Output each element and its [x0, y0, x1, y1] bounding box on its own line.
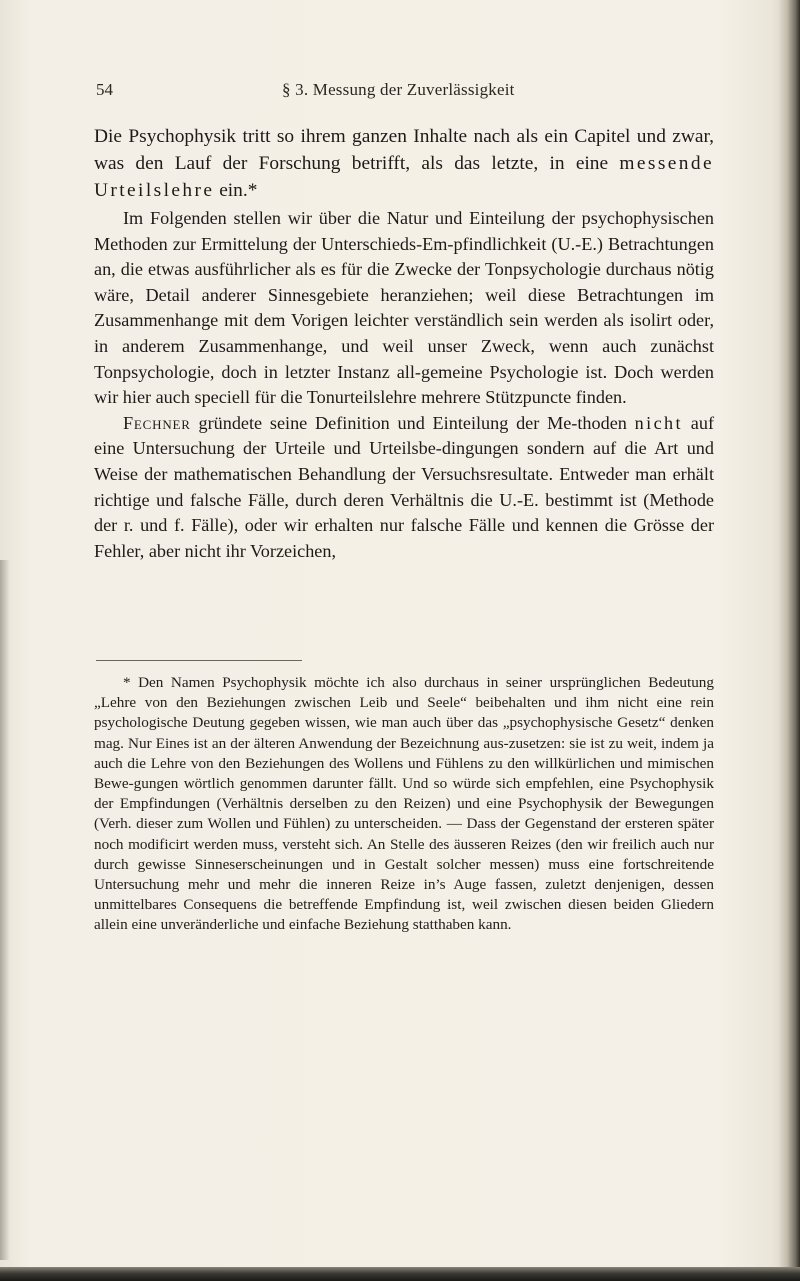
page-number: 54 — [96, 80, 113, 99]
emphasis-nicht: nicht — [634, 412, 684, 433]
author-name-fechner: Fechner — [123, 412, 191, 433]
page-edge-shadow — [778, 0, 800, 1281]
paragraph-1-text: Die Psychophysik tritt so ihrem ganzen Inhalte nach als ein Capitel und zwar, was den Lauf der Forschung betrifft, als das letzte, in eine — [94, 126, 714, 174]
paragraph-3-text-a: gründete seine Definition und Einteilung der Me-thoden — [198, 412, 627, 433]
binding-shadow-left — [0, 560, 10, 1260]
paragraph-3-text-b: auf eine Untersuchung der Urteile und Urteilsbe-dingungen sondern auf die Art und Weise der mathematischen Behandlung der Versuchsresultate. Entweder man erhält richtige und falsche Fälle, durch deren Verhältnis die U.-E. bestimmt ist (Methode der r. und f. Fälle), oder wir erhalten nur falsche Fälle und kennen die Grösse der Fehler, aber nicht ihr Vorzeichen, — [94, 412, 715, 561]
page-header — [96, 80, 716, 106]
emphasis-messende-urteilslehre: messende Urteilslehre — [94, 153, 714, 201]
footnote-divider — [96, 660, 302, 661]
paragraph-2: Im Folgenden stellen wir über die Natur und Einteilung der psychophysischen Methoden zur Ermittelung der Unterschieds-Em-pfindlichkeit (U.-E.) Betrachtungen an, die etwas ausführlicher als es für die Zwecke der Tonpsychologie durchaus nötig wäre, Detail anderer Sinnesgebiete heranziehen; weil diese Betrachtungen im Zusammenhange mit dem Vorigen leichter verständlich sein werden als isolirt oder, in anderem Zusammenhange, und weil unser Zweck, wenn auch zunächst Tonpsychologie, doch in letzter Instanz all-gemeine Psychologie ist. Doch werden wir hier auch speciell für die Tonurteilslehre mehrere Stützpuncte finden. — [94, 208, 714, 408]
running-head: § 3. Messung der Zuverlässigkeit — [282, 80, 515, 99]
paragraph-1 — [94, 123, 714, 204]
scan-bottom-edge — [0, 1267, 800, 1281]
paragraph-3 — [94, 411, 714, 565]
footnote: * Den Namen Psychophysik möchte ich also durchaus in seiner ursprünglichen Bedeutung „Lehre von den Beziehungen zwischen Leib und Seele“ beibehalten und ihm nicht eine rein psychologische Deutung gegeben wissen, wie man auch über das „psychophysische Gesetz“ denken mag. Nur Eines ist an der älteren Anwendung der Bezeichnung aus-zusetzen: sie ist zu weit, indem ja auch die Lehre von den Beziehungen des Wollens und Fühlens zu den willkürlichen und mimischen Bewe-gungen wörtlich genommen darunter fällt. Und so würde sich empfehlen, eine Psychophysik der Empfindungen (Verhältnis derselben zu den Reizen) und eine Psychophysik der Bewegungen (Verh. dieser zum Wollen und Fühlen) zu unterscheiden. — Dass der Gegenstand der ersteren später noch modificirt werden muss, versteht sich. An Stelle des äusseren Reizes (den wir freilich auch nur durch gewisse Sinneserscheinungen und in Gestalt solcher messen) muss eine fortschreitende Untersuchung mehr und mehr die inneren Reize in’s Auge fassen, zuletzt denjenigen, dessen unmittelbares Consequens die betreffende Empfindung ist, weil zwischen diesen beiden Gliedern allein eine unveränderliche und einfache Beziehung statthaben kann. — [94, 674, 714, 934]
paragraph-1-end: ein.* — [219, 180, 258, 201]
main-text — [94, 123, 714, 564]
